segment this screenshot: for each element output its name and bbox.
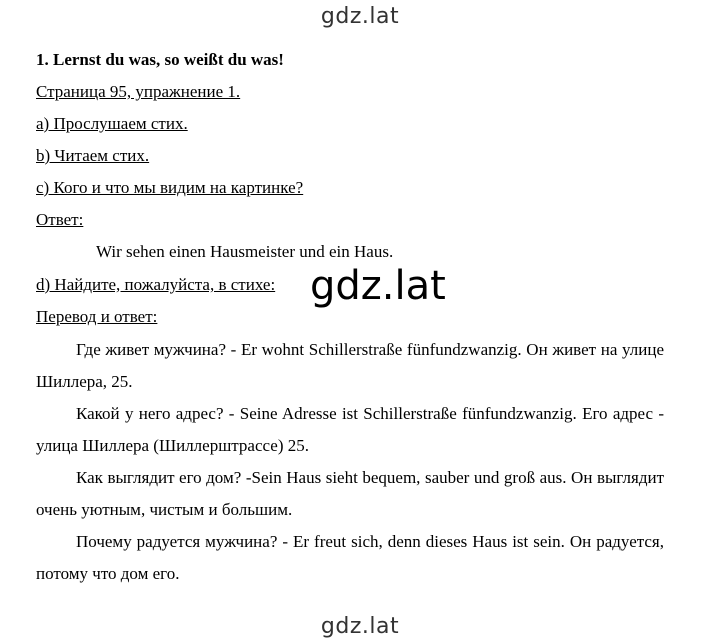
answer-label: Ответ: — [36, 210, 84, 229]
translation-label: Перевод и ответ: — [36, 307, 158, 326]
paragraph-3: Как выглядит его дом? -Sein Haus sieht bequem, sauber und groß aus. Он выглядит очень уютным, чистым и большим. — [36, 468, 664, 519]
paragraph-2: Какой у него адрес? - Seine Adresse ist Schillerstraße fünfundzwanzig. Его адрес - улица Шиллера (Шиллерштрассе) 25. — [36, 404, 664, 455]
exercise-title: 1. Lernst du was, so weißt du was! — [36, 50, 284, 69]
watermark-top: gdz.lat — [320, 4, 400, 29]
paragraph-1: Где живет мужчина? - Er wohnt Schillerstraße fünfundzwanzig. Он живет на улице Шиллера, 25. — [36, 340, 664, 391]
answer-text: Wir sehen einen Hausmeister und ein Haus. — [96, 242, 394, 261]
page-reference: Страница 95, упражнение 1. — [36, 82, 241, 101]
paragraph-4: Почему радуется мужчина? - Er freut sich, denn dieses Haus ist sein. Он радуется, потому что дом его. — [36, 532, 664, 583]
task-d: d) Найдите, пожалуйста, в стихе: — [36, 275, 276, 294]
task-c: c) Кого и что мы видим на картинке? — [36, 178, 304, 197]
watermark-bottom: gdz.lat — [320, 614, 400, 639]
translation-paragraphs — [36, 334, 664, 590]
task-b: b) Читаем стих. — [36, 146, 150, 165]
watermark-center: gdz.lat — [306, 262, 450, 310]
task-a: a) Прослушаем стих. — [36, 114, 188, 133]
